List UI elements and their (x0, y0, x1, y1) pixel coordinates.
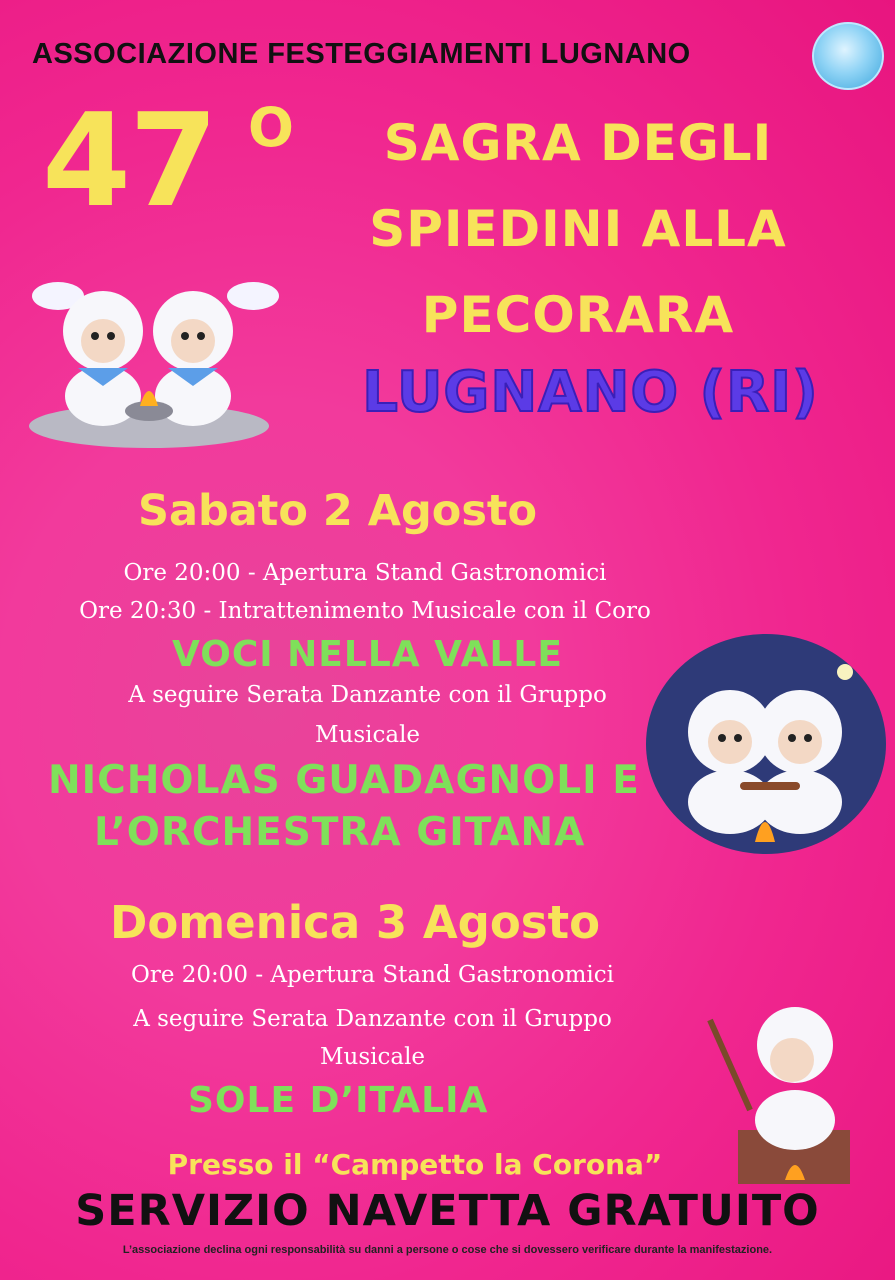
sunday-line: Musicale (319, 1044, 426, 1070)
association-logo (812, 22, 884, 90)
edition-suffix: O (248, 96, 294, 159)
sheep-bbq-illustration (18, 236, 280, 450)
saturday-line: Musicale (314, 722, 421, 748)
choir-name: VOCI NELLA VALLE (172, 634, 563, 675)
disclaimer: L’associazione declina ogni responsabilità su danni a persone o cose che si dovessero verificare durante la manifestazione. (122, 1244, 773, 1256)
event-title (308, 100, 848, 358)
sunday-band: SOLE D’ITALIA (188, 1080, 489, 1121)
saturday-line: Ore 20:30 - Intrattenimento Musicale con il Coro (79, 598, 651, 624)
saturday-line: Ore 20:00 - Apertura Stand Gastronomici (123, 560, 607, 586)
saturday-heading: Sabato 2 Agosto (138, 486, 538, 536)
title-line: SPIEDINI ALLA (369, 200, 787, 258)
sunday-line: A seguire Serata Danzante con il Gruppo (133, 1006, 612, 1032)
sunday-heading: Domenica 3 Agosto (110, 896, 600, 949)
title-line: SAGRA DEGLI (383, 114, 773, 172)
edition-number: 47 (42, 87, 217, 236)
saturday-band: L’ORCHESTRA GITANA (94, 810, 586, 855)
sunday-line: Ore 20:00 - Apertura Stand Gastronomici (130, 962, 615, 988)
shuttle-service: SERVIZIO NAVETTA GRATUITO (75, 1186, 820, 1236)
saturday-line: A seguire Serata Danzante con il Gruppo (128, 682, 607, 708)
venue: Presso il “Campetto la Corona” (167, 1148, 663, 1181)
sheep-campfire-illustration (645, 632, 887, 856)
association-name: ASSOCIAZIONE FESTEGGIAMENTI LUGNANO (32, 38, 691, 70)
event-location: LUGNANO (RI) (362, 360, 819, 425)
title-line: PECORARA (421, 286, 735, 344)
saturday-band: NICHOLAS GUADAGNOLI E (48, 758, 640, 803)
